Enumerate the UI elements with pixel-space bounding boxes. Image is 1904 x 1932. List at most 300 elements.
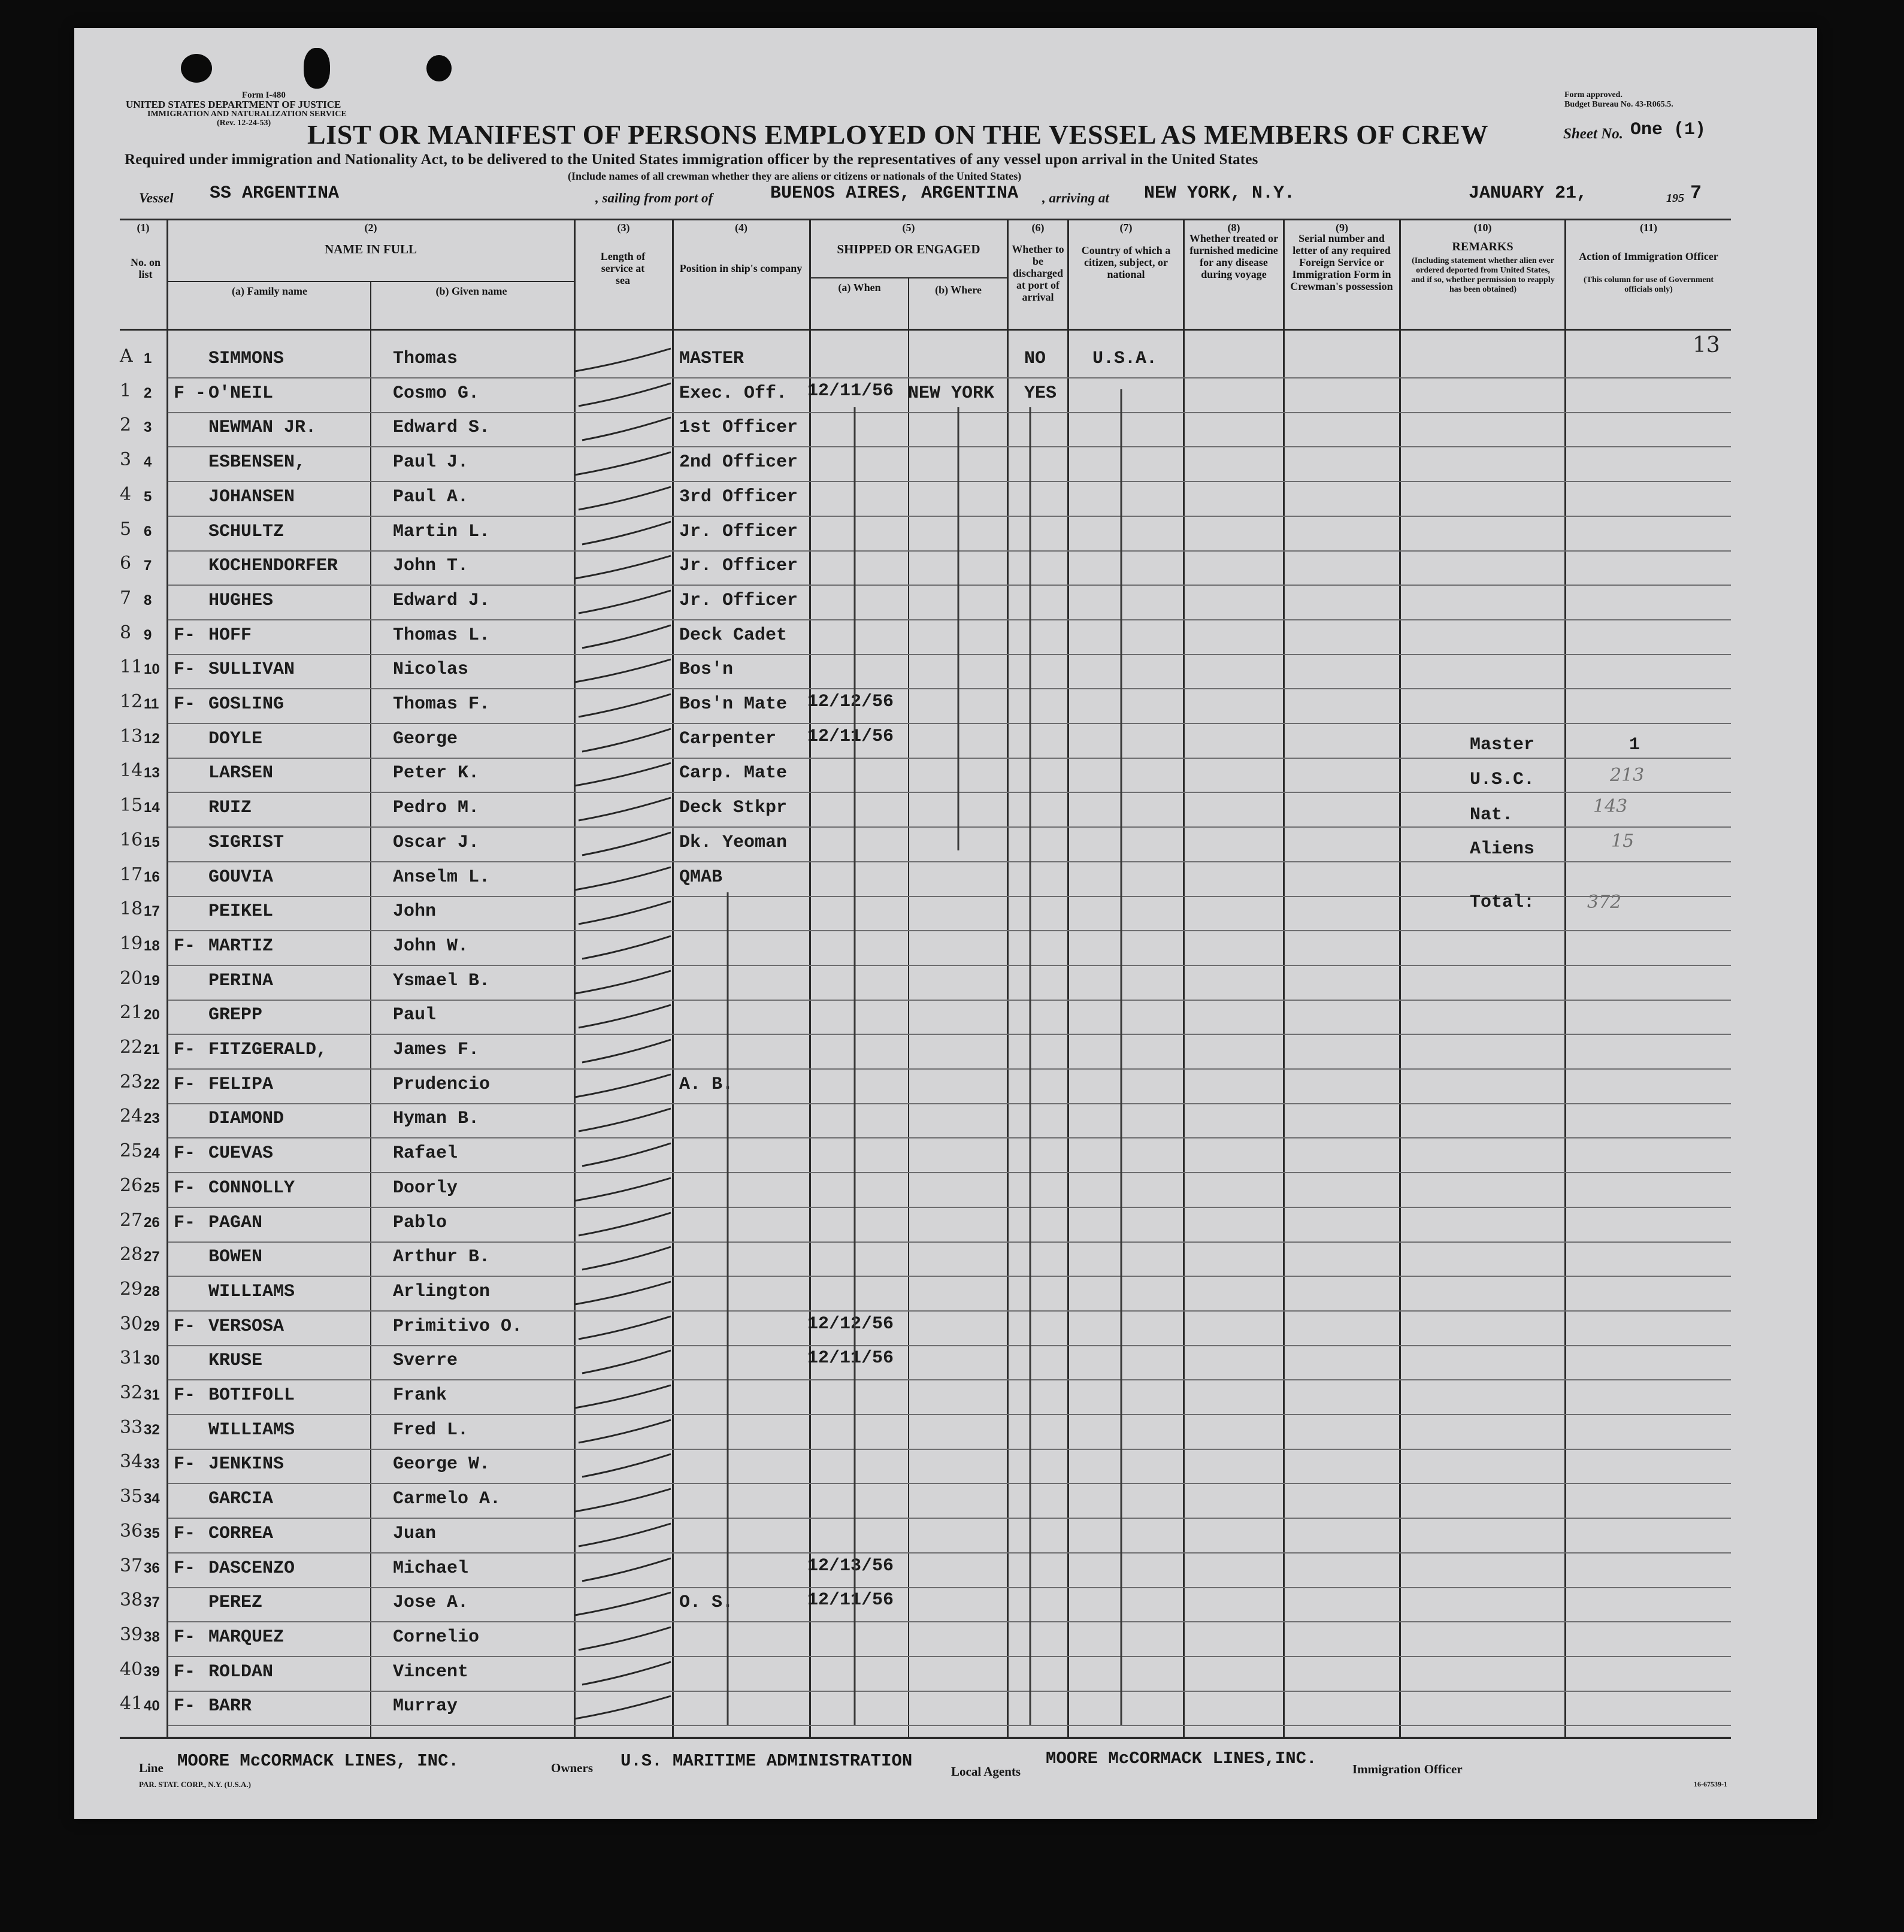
family-name: MARTIZ [208, 936, 274, 956]
given-name: Prudencio [393, 1074, 491, 1095]
summary-label-master: Master [1470, 735, 1535, 755]
row-mark: 36 [120, 1521, 143, 1542]
row-number: 10 [144, 661, 160, 677]
row-prefix: F- [174, 936, 196, 956]
service-pen-stroke [579, 590, 671, 613]
position: MASTER [679, 349, 744, 369]
form-revision: (Rev. 12-24-53) [217, 119, 271, 128]
row-prefix: F- [174, 1454, 196, 1474]
row-mark: A [120, 346, 133, 367]
row-number: 3 [144, 419, 152, 435]
row-number: 20 [144, 1007, 160, 1023]
summary-label-nat: Nat. [1470, 805, 1513, 825]
given-name: Cornelio [393, 1627, 480, 1648]
col2a-header: (a) Family name [232, 285, 307, 297]
service-pen-stroke [575, 1489, 671, 1512]
row-number: 17 [144, 903, 160, 919]
row-mark: 34 [120, 1451, 143, 1472]
given-name: John W. [393, 936, 469, 956]
row-prefix: F - [174, 383, 207, 404]
given-name: Oscar J. [393, 832, 480, 853]
position: Jr. Officer [679, 522, 798, 542]
service-pen-stroke [579, 1213, 671, 1235]
row-mark: 33 [120, 1417, 143, 1438]
service-pen-stroke [575, 1282, 671, 1304]
row-prefix: F- [174, 1178, 196, 1198]
row-mark: 40 [120, 1659, 143, 1680]
row-mark: 5 [120, 519, 132, 540]
position: Dk. Yeoman [679, 832, 788, 853]
printer-imprint: PAR. STAT. CORP., N.Y. (U.S.A.) [139, 1780, 251, 1789]
position: Jr. Officer [679, 590, 798, 611]
agents-label: Local Agents [951, 1764, 1021, 1779]
service-pen-stroke [582, 1558, 671, 1581]
sailing-label: , sailing from port of [595, 190, 713, 205]
row-mark: 2 [120, 414, 132, 435]
row-number: 30 [144, 1352, 160, 1368]
row-mark: 37 [120, 1555, 143, 1576]
position: 2nd Officer [679, 452, 798, 473]
given-name: Thomas F. [393, 694, 491, 714]
include-note: (Include names of all crewman whether they are aliens or citizens or nationals of the United States) [568, 170, 1022, 182]
family-name: JENKINS [208, 1454, 284, 1474]
row-mark: 21 [120, 1002, 143, 1023]
row-mark: 28 [120, 1244, 143, 1265]
col11-note: (This column for use of Government officials only) [1583, 275, 1714, 294]
given-name: Pedro M. [393, 798, 480, 818]
arrival-date: JANUARY 21, [1469, 183, 1588, 204]
vessel-label: Vessel [139, 190, 174, 205]
col2-number: (2) [364, 222, 377, 234]
col5b-header: (b) Where [935, 284, 982, 296]
position: Deck Cadet [679, 625, 788, 646]
row-prefix: F- [174, 1213, 196, 1233]
given-name: Arlington [393, 1282, 491, 1302]
row-number: 7 [144, 558, 152, 574]
row-mark: 30 [120, 1313, 143, 1334]
row-mark: 11 [120, 656, 143, 677]
position: QMAB [679, 867, 723, 888]
manifest-subtitle: Required under immigration and Nationality Act, to be delivered to the United States immigration officer by the representatives of any vessel upon arrival in the United States [125, 152, 1258, 168]
position: O. S. [679, 1592, 734, 1613]
given-name: Ysmael B. [393, 971, 491, 991]
service-pen-stroke [579, 1420, 671, 1443]
shipped-when: 12/11/56 [807, 726, 894, 747]
service-pen-stroke [582, 1247, 671, 1270]
family-name: ROLDAN [208, 1662, 274, 1682]
row-number: 39 [144, 1664, 160, 1680]
service-pen-stroke [575, 1696, 671, 1719]
col3-number: (3) [617, 222, 630, 234]
row-prefix: F- [174, 1040, 196, 1060]
service-pen-stroke [582, 832, 671, 855]
family-name: O'NEIL [208, 383, 274, 404]
row-number: 23 [144, 1110, 160, 1127]
row-prefix: F- [174, 1316, 196, 1337]
col6-header: Whether to be discharged at port of arrival [1012, 243, 1064, 303]
row-number: 34 [144, 1491, 160, 1507]
given-name: Edward J. [393, 590, 491, 611]
given-name: Juan [393, 1524, 437, 1544]
row-number: 11 [144, 696, 159, 712]
row-number: 15 [144, 834, 160, 850]
row-mark: 41 [120, 1693, 143, 1714]
summary-label-usc: U.S.C. [1470, 770, 1535, 790]
family-name: GREPP [208, 1005, 263, 1025]
line-label: Line [139, 1761, 164, 1775]
family-name: SULLIVAN [208, 659, 295, 680]
service-pen-stroke [575, 971, 671, 994]
col9-header: Serial number and letter of any required Foreign Service or Immigration Form in Crewman's possession [1290, 232, 1393, 292]
position: A. B. [679, 1074, 734, 1095]
family-name: MARQUEZ [208, 1627, 284, 1648]
col1-number: (1) [137, 222, 150, 234]
service-pen-stroke [579, 487, 671, 510]
service-pen-stroke [579, 1316, 671, 1339]
form-code: 16-67539-1 [1694, 1780, 1727, 1788]
row-number: 19 [144, 973, 160, 989]
col4-header: Position in ship's company [679, 262, 803, 274]
row-number: 22 [144, 1076, 160, 1092]
port-to: NEW YORK, N.Y. [1144, 183, 1295, 204]
summary-nat-count: 143 [1593, 796, 1628, 817]
shipped-when: 12/13/56 [807, 1556, 894, 1576]
given-name: Doorly [393, 1178, 458, 1198]
given-name: Vincent [393, 1662, 469, 1682]
service-pen-stroke [579, 383, 671, 406]
col7-header: Country of which a citizen, subject, or national [1081, 244, 1171, 280]
family-name: NEWMAN JR. [208, 417, 317, 438]
row-number: 29 [144, 1318, 160, 1334]
col10-note: (Including statement whether alien ever ordered deported from United States, and if so, whether permission to reapply has been obtained) [1411, 256, 1555, 294]
service-pen-stroke [582, 936, 671, 959]
shipped-when: 12/11/56 [807, 381, 894, 401]
given-name: George [393, 729, 458, 749]
owners-label: Owners [551, 1761, 593, 1775]
row-mark: 6 [120, 553, 132, 574]
family-name: GOUVIA [208, 867, 274, 888]
service-pen-stroke [575, 556, 671, 579]
given-name: Murray [393, 1696, 458, 1716]
service-pen-stroke [579, 1005, 671, 1028]
shipped-when: 12/12/56 [807, 1314, 894, 1334]
port-from: BUENOS AIRES, ARGENTINA [770, 183, 1019, 204]
discharge: YES [1024, 383, 1057, 404]
position: Deck Stkpr [679, 798, 788, 818]
family-name: KRUSE [208, 1350, 263, 1371]
row-mark: 14 [120, 760, 143, 781]
row-mark: 17 [120, 864, 143, 885]
service-pen-stroke [582, 1454, 671, 1477]
row-mark: 24 [120, 1106, 143, 1127]
given-name: Fred L. [393, 1420, 469, 1440]
given-name: Paul A. [393, 487, 469, 507]
shipped-when: 12/11/56 [807, 1590, 894, 1610]
service-pen-stroke [579, 1524, 671, 1546]
row-mark: 32 [120, 1382, 143, 1403]
position: Carpenter [679, 729, 777, 749]
given-name: Primitivo O. [393, 1316, 523, 1337]
given-name: James F. [393, 1040, 480, 1060]
discharge: NO [1024, 349, 1046, 369]
given-name: Rafael [393, 1143, 458, 1164]
service-pen-stroke [575, 452, 671, 475]
row-mark: 7 [120, 588, 132, 608]
family-name: GARCIA [208, 1489, 274, 1509]
budget-bureau: Budget Bureau No. 43-R065.5. [1564, 100, 1673, 109]
family-name: RUIZ [208, 798, 252, 818]
row-number: 14 [144, 800, 160, 816]
summary-label-aliens: Aliens [1470, 839, 1535, 859]
family-name: BOTIFOLL [208, 1385, 295, 1406]
row-number: 5 [144, 489, 152, 505]
given-name: Pablo [393, 1213, 447, 1233]
family-name: WILLIAMS [208, 1282, 295, 1302]
shipped-where: NEW YORK [908, 383, 995, 404]
given-name: Thomas L. [393, 625, 491, 646]
shipped-when: 12/12/56 [807, 692, 894, 712]
col8-number: (8) [1227, 222, 1240, 234]
row-prefix: F- [174, 1074, 196, 1095]
row-number: 26 [144, 1215, 160, 1231]
given-name: Carmelo A. [393, 1489, 501, 1509]
col3-header: Length of service at sea [600, 250, 646, 286]
row-mark: 3 [120, 449, 132, 470]
family-name: GOSLING [208, 694, 284, 714]
family-name: PEIKEL [208, 901, 274, 922]
position: Jr. Officer [679, 556, 798, 576]
col9-number: (9) [1336, 222, 1348, 234]
service-pen-stroke [579, 798, 671, 820]
row-mark: 4 [120, 484, 132, 505]
country: U.S.A. [1092, 349, 1158, 369]
row-mark: 20 [120, 968, 143, 989]
row-number: 12 [144, 731, 160, 747]
row-mark: 15 [120, 795, 143, 816]
vessel-name: SS ARGENTINA [210, 183, 340, 204]
row-mark: 19 [120, 933, 143, 954]
shipped-when: 12/11/56 [807, 1348, 894, 1368]
service-pen-stroke [575, 1074, 671, 1097]
agents-name: MOORE McCORMACK LINES,INC. [1046, 1749, 1317, 1769]
col2-header: NAME IN FULL [324, 242, 417, 256]
col8-header: Whether treated or furnished medicine for any disease during voyage [1189, 232, 1279, 280]
row-mark: 18 [120, 898, 143, 919]
arriving-label: , arriving at [1042, 190, 1109, 205]
summary-master-count: 1 [1629, 735, 1640, 755]
col5a-header: (a) When [838, 281, 881, 293]
family-name: HUGHES [208, 590, 274, 611]
given-name: John T. [393, 556, 469, 576]
given-name: Jose A. [393, 1592, 469, 1613]
col7-number: (7) [1119, 222, 1133, 234]
service-pen-stroke [582, 417, 671, 440]
col10-header: REMARKS [1452, 240, 1513, 253]
given-name: Arthur B. [393, 1247, 491, 1267]
row-prefix: F- [174, 1627, 196, 1648]
family-name: DASCENZO [208, 1558, 295, 1579]
row-number: 40 [144, 1698, 160, 1714]
given-name: Nicolas [393, 659, 469, 680]
immigration-officer-label: Immigration Officer [1352, 1762, 1463, 1776]
family-name: SIMMONS [208, 349, 284, 369]
service-pen-stroke [579, 694, 671, 717]
given-name: Michael [393, 1558, 469, 1579]
row-mark: 25 [120, 1140, 143, 1161]
family-name: SCHULTZ [208, 522, 284, 542]
service-pen-stroke [575, 659, 671, 682]
service-pen-stroke [582, 522, 671, 544]
row-prefix: F- [174, 1696, 196, 1716]
given-name: George W. [393, 1454, 491, 1474]
row-number: 18 [144, 938, 160, 954]
given-name: Paul J. [393, 452, 469, 473]
col6-number: (6) [1031, 222, 1045, 234]
given-name: Thomas [393, 349, 458, 369]
family-name: WILLIAMS [208, 1420, 295, 1440]
form-number: Form I-480 [242, 90, 286, 100]
row-prefix: F- [174, 1662, 196, 1682]
family-name: ESBENSEN, [208, 452, 306, 473]
family-name: PAGAN [208, 1213, 263, 1233]
col11-number: (11) [1640, 222, 1657, 234]
service-pen-stroke [582, 729, 671, 752]
summary-usc-count: 213 [1610, 765, 1645, 786]
row-mark: 29 [120, 1279, 143, 1300]
row-mark: 12 [120, 691, 143, 712]
row-number: 25 [144, 1180, 160, 1196]
service-pen-stroke [575, 763, 671, 786]
row-mark: 8 [120, 622, 132, 643]
col4-number: (4) [735, 222, 747, 234]
row-mark: 16 [120, 829, 143, 850]
summary-label-total: Total: [1470, 892, 1535, 913]
service-pen-stroke [579, 901, 671, 924]
arrival-year-prefix: 195 [1666, 192, 1684, 205]
row-number: 38 [144, 1629, 160, 1645]
col5-number: (5) [902, 222, 915, 234]
family-name: KOCHENDORFER [208, 556, 338, 576]
row-mark: 22 [120, 1037, 143, 1058]
row-number: 6 [144, 523, 152, 540]
given-name: Anselm L. [393, 867, 491, 888]
family-name: LARSEN [208, 763, 274, 783]
row-prefix: F- [174, 1524, 196, 1544]
col1-header: No. on list [131, 256, 161, 280]
row-number: 27 [144, 1249, 160, 1265]
service-pen-stroke [579, 1109, 671, 1131]
row-number: 21 [144, 1041, 160, 1058]
row-number: 35 [144, 1525, 160, 1542]
owners-name: U.S. MARITIME ADMINISTRATION [620, 1751, 913, 1771]
family-name: PEREZ [208, 1592, 263, 1613]
col11-header: Action of Immigration Officer [1579, 250, 1718, 262]
given-name: Cosmo G. [393, 383, 480, 404]
position: Bos'n Mate [679, 694, 788, 714]
service-pen-stroke [582, 625, 671, 648]
family-name: CONNOLLY [208, 1178, 295, 1198]
summary-total-count: 372 [1587, 892, 1622, 913]
row-number: 28 [144, 1283, 160, 1300]
col10-number: (10) [1473, 222, 1492, 234]
row-number: 31 [144, 1387, 160, 1403]
summary-aliens-count: 15 [1611, 831, 1634, 852]
family-name: VERSOSA [208, 1316, 284, 1337]
col5-header: SHIPPED OR ENGAGED [837, 242, 980, 256]
row-number: 16 [144, 869, 160, 885]
row-number: 8 [144, 592, 152, 608]
family-name: FELIPA [208, 1074, 274, 1095]
given-name: Sverre [393, 1350, 458, 1371]
given-name: Peter K. [393, 763, 480, 783]
row-number: 24 [144, 1145, 160, 1161]
service-pen-stroke [582, 1662, 671, 1685]
row-mark: 35 [120, 1486, 143, 1507]
family-name: SIGRIST [208, 832, 284, 853]
given-name: Paul [393, 1005, 437, 1025]
row-prefix: F- [174, 1385, 196, 1406]
col2b-header: (b) Given name [435, 285, 507, 297]
service-pen-stroke [575, 1385, 671, 1408]
family-name: HOFF [208, 625, 252, 646]
form-department: UNITED STATES DEPARTMENT OF JUSTICE [126, 99, 341, 110]
row-number: 9 [144, 627, 152, 643]
given-name: Martin L. [393, 522, 491, 542]
family-name: FITZGERALD, [208, 1040, 328, 1060]
row-mark: 23 [120, 1071, 143, 1092]
arrival-year-suffix: 7 [1690, 182, 1702, 204]
row-number: 36 [144, 1560, 160, 1576]
family-name: CORREA [208, 1524, 274, 1544]
row-mark: 1 [120, 380, 132, 401]
family-name: PERINA [208, 971, 274, 991]
position: 1st Officer [679, 417, 798, 438]
sheet-no-label: Sheet No. [1563, 126, 1623, 142]
line-name: MOORE McCORMACK LINES, INC. [177, 1751, 459, 1771]
given-name: Edward S. [393, 417, 491, 438]
row-prefix: F- [174, 659, 196, 680]
given-name: John [393, 901, 437, 922]
row-prefix: F- [174, 1558, 196, 1579]
service-pen-stroke [582, 1350, 671, 1373]
row-number: 13 [144, 765, 160, 781]
form-approved: Form approved. [1564, 90, 1623, 99]
row-number: 4 [144, 454, 152, 470]
sheet-count-number: 13 [1693, 333, 1720, 358]
row-mark: 13 [120, 726, 143, 747]
row-mark: 39 [120, 1624, 143, 1645]
family-name: DIAMOND [208, 1109, 284, 1129]
row-prefix: F- [174, 694, 196, 714]
row-mark: 27 [120, 1210, 143, 1231]
row-prefix: F- [174, 1143, 196, 1164]
position: 3rd Officer [679, 487, 798, 507]
service-pen-stroke [575, 1592, 671, 1615]
service-pen-stroke [579, 1627, 671, 1650]
form-service: IMMIGRATION AND NATURALIZATION SERVICE [147, 110, 347, 119]
row-number: 1 [144, 350, 152, 367]
service-pen-stroke [575, 1178, 671, 1201]
family-name: BOWEN [208, 1247, 263, 1267]
row-mark: 38 [120, 1589, 143, 1610]
row-prefix: F- [174, 625, 196, 646]
row-number: 2 [144, 385, 152, 401]
family-name: DOYLE [208, 729, 263, 749]
service-pen-stroke [582, 1143, 671, 1166]
position: Bos'n [679, 659, 734, 680]
given-name: Frank [393, 1385, 447, 1406]
row-number: 37 [144, 1594, 160, 1610]
